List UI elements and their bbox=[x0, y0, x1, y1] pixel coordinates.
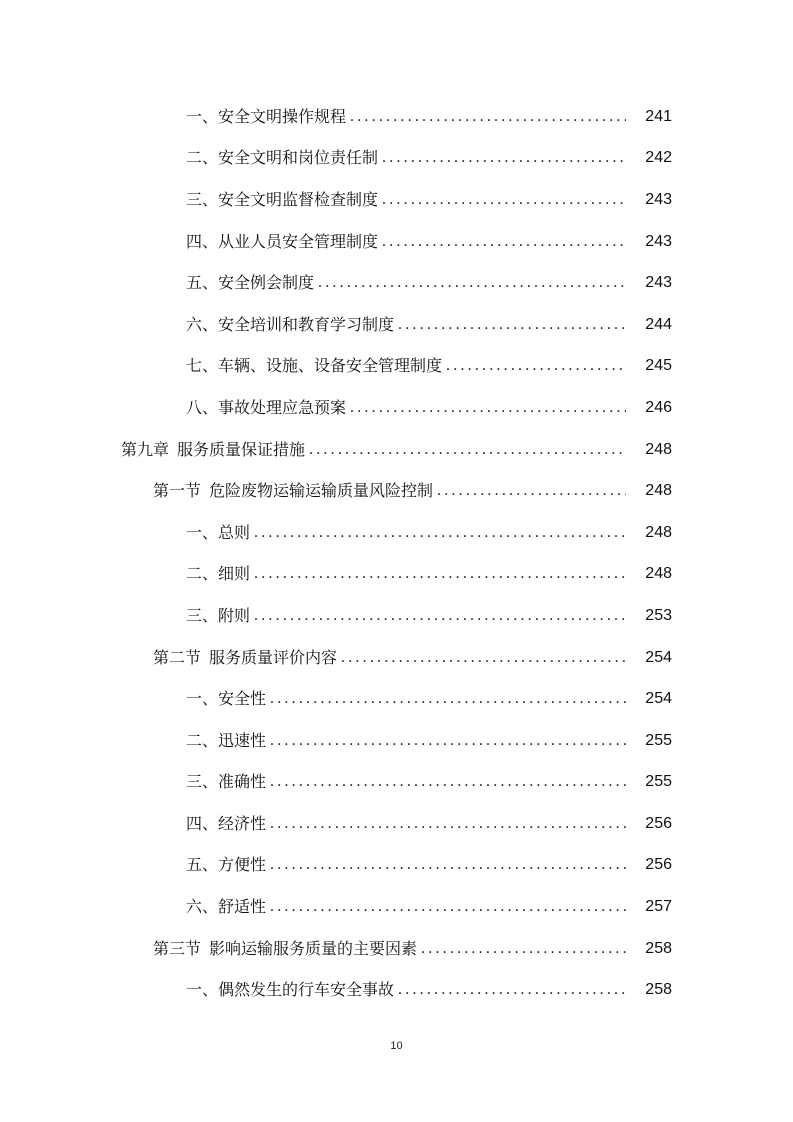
toc-section-entry[interactable] bbox=[0, 637, 793, 679]
toc-entry-page: 258 bbox=[645, 939, 672, 957]
toc-entry-title: 附则 bbox=[218, 605, 251, 625]
toc-entry[interactable] bbox=[0, 96, 793, 138]
toc-entry-number: 二、 bbox=[186, 564, 219, 584]
toc-entry[interactable] bbox=[0, 720, 793, 762]
toc-entry-number: 一、 bbox=[186, 106, 219, 126]
dot-leader bbox=[270, 897, 626, 917]
toc-entry-number: 三、 bbox=[186, 772, 219, 792]
toc-chapter-entry[interactable] bbox=[0, 429, 793, 471]
dot-leader bbox=[270, 689, 626, 709]
toc-entry[interactable] bbox=[0, 179, 793, 221]
toc-entry-title: 经济性 bbox=[218, 813, 267, 833]
toc-entry-number: 一、 bbox=[186, 522, 219, 542]
toc-entry-number: 第九章 bbox=[121, 439, 170, 459]
dot-leader bbox=[270, 731, 626, 751]
toc-entry[interactable] bbox=[0, 221, 793, 263]
toc-entry-title: 事故处理应急预案 bbox=[218, 397, 347, 417]
toc-entry-title: 从业人员安全管理制度 bbox=[218, 231, 379, 251]
toc-entry[interactable] bbox=[0, 678, 793, 720]
toc-entry[interactable] bbox=[0, 595, 793, 637]
toc-entry-number: 六、 bbox=[186, 314, 219, 334]
toc-entry-page: 243 bbox=[645, 190, 672, 208]
toc-entry-title: 服务质量评价内容 bbox=[209, 647, 338, 667]
toc-entry-page: 248 bbox=[645, 440, 672, 458]
toc-entry[interactable] bbox=[0, 387, 793, 429]
toc-entry-page: 243 bbox=[645, 232, 672, 250]
dot-leader bbox=[382, 148, 626, 168]
dot-leader bbox=[270, 855, 626, 875]
toc-entry[interactable] bbox=[0, 262, 793, 304]
toc-entry-number: 一、 bbox=[186, 689, 219, 709]
dot-leader bbox=[318, 273, 626, 293]
toc-entry-page: 256 bbox=[645, 814, 672, 832]
toc-entry-title: 危险废物运输运输质量风险控制 bbox=[209, 481, 434, 501]
toc-entry[interactable] bbox=[0, 803, 793, 845]
dot-leader bbox=[382, 232, 626, 252]
dot-leader bbox=[341, 648, 626, 668]
toc-entry-number: 三、 bbox=[186, 189, 219, 209]
toc-entry-title: 迅速性 bbox=[218, 730, 267, 750]
toc-entry-number: 第三节 bbox=[153, 938, 202, 958]
toc-entry-page: 248 bbox=[645, 523, 672, 541]
dot-leader bbox=[446, 356, 626, 376]
toc-entry[interactable] bbox=[0, 845, 793, 887]
toc-entry-title: 车辆、设施、设备安全管理制度 bbox=[218, 356, 443, 376]
toc-entry-number: 七、 bbox=[186, 356, 219, 376]
toc-entry-title: 方便性 bbox=[218, 855, 267, 875]
toc-entry-title: 偶然发生的行车安全事故 bbox=[218, 980, 395, 1000]
dot-leader bbox=[254, 606, 626, 626]
toc-entry-page: 245 bbox=[645, 357, 672, 375]
toc-entry-title: 舒适性 bbox=[218, 897, 267, 917]
toc-entry-number: 八、 bbox=[186, 397, 219, 417]
dot-leader bbox=[350, 107, 626, 127]
dot-leader bbox=[382, 190, 626, 210]
toc-entry-title: 准确性 bbox=[218, 772, 267, 792]
toc-entry-number: 五、 bbox=[186, 855, 219, 875]
toc-entry[interactable] bbox=[0, 512, 793, 554]
toc-entry-title: 安全文明和岗位责任制 bbox=[218, 148, 379, 168]
toc-entry-title: 安全文明操作规程 bbox=[218, 106, 347, 126]
toc-entry-title: 服务质量保证措施 bbox=[177, 439, 306, 459]
toc-entry-page: 244 bbox=[645, 315, 672, 333]
toc-entry-page: 246 bbox=[645, 398, 672, 416]
toc-section-entry[interactable] bbox=[0, 928, 793, 970]
dot-leader bbox=[254, 523, 626, 543]
toc-entry[interactable] bbox=[0, 346, 793, 388]
toc-entry-title: 安全文明监督检查制度 bbox=[218, 189, 379, 209]
toc-entry[interactable] bbox=[0, 304, 793, 346]
toc-entry-number: 一、 bbox=[186, 980, 219, 1000]
toc-entry-page: 254 bbox=[645, 648, 672, 666]
toc-entry[interactable] bbox=[0, 886, 793, 928]
toc-entry-title: 总则 bbox=[218, 522, 251, 542]
toc-entry-page: 241 bbox=[645, 107, 672, 125]
toc-entry-page: 255 bbox=[645, 773, 672, 791]
toc-entry[interactable] bbox=[0, 554, 793, 596]
toc-entry-page: 255 bbox=[645, 731, 672, 749]
toc-entry-number: 六、 bbox=[186, 897, 219, 917]
dot-leader bbox=[254, 564, 626, 584]
toc-entry-title: 安全培训和教育学习制度 bbox=[218, 314, 395, 334]
toc-entry-title: 影响运输服务质量的主要因素 bbox=[209, 938, 418, 958]
dot-leader bbox=[350, 398, 626, 418]
toc-entry-number: 二、 bbox=[186, 148, 219, 168]
page-number: 10 bbox=[390, 1040, 403, 1052]
dot-leader bbox=[398, 315, 626, 335]
dot-leader bbox=[270, 814, 626, 834]
toc-entry[interactable] bbox=[0, 969, 793, 1011]
toc-entry-number: 四、 bbox=[186, 813, 219, 833]
toc-entry-page: 258 bbox=[645, 981, 672, 999]
toc-entry-page: 248 bbox=[645, 565, 672, 583]
toc-entry-number: 二、 bbox=[186, 730, 219, 750]
dot-leader bbox=[309, 440, 626, 460]
toc-entry-number: 第一节 bbox=[153, 481, 202, 501]
dot-leader bbox=[437, 481, 626, 501]
toc-entry[interactable] bbox=[0, 762, 793, 804]
dot-leader bbox=[398, 980, 626, 1000]
toc-entry-page: 256 bbox=[645, 856, 672, 874]
toc-entry-number: 五、 bbox=[186, 273, 219, 293]
toc-entry-page: 243 bbox=[645, 274, 672, 292]
table-of-contents bbox=[0, 96, 793, 1011]
dot-leader bbox=[421, 939, 626, 959]
toc-entry-page: 253 bbox=[645, 606, 672, 624]
toc-entry-page: 242 bbox=[645, 149, 672, 167]
toc-entry-title: 安全性 bbox=[218, 689, 267, 709]
toc-entry-title: 细则 bbox=[218, 564, 251, 584]
dot-leader bbox=[270, 772, 626, 792]
toc-section-entry[interactable] bbox=[0, 470, 793, 512]
toc-entry-number: 四、 bbox=[186, 231, 219, 251]
toc-entry-page: 254 bbox=[645, 690, 672, 708]
toc-entry-title: 安全例会制度 bbox=[218, 273, 315, 293]
toc-entry-page: 248 bbox=[645, 482, 672, 500]
toc-entry-number: 第二节 bbox=[153, 647, 202, 667]
toc-entry-page: 257 bbox=[645, 898, 672, 916]
toc-entry-number: 三、 bbox=[186, 605, 219, 625]
toc-entry[interactable] bbox=[0, 138, 793, 180]
